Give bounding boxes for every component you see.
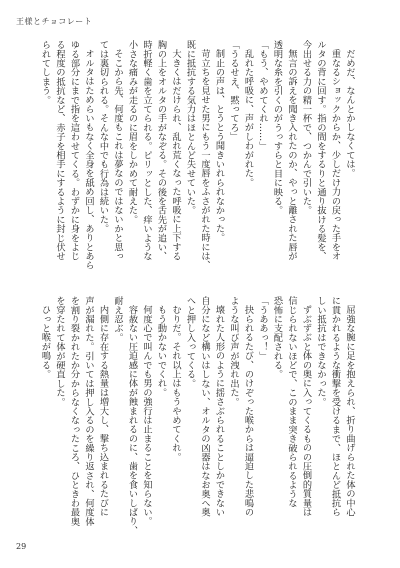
text-line: 容赦ない圧迫感に体が蝕まれるのに、歯を食いしばり、 (126, 305, 138, 536)
text-line: を穿たれて体が硬直した。 (54, 296, 65, 407)
dialogue-line: 「もう、やめてくれ……」 (257, 40, 268, 151)
text-line: 壊れた人形のように揺さぶられることしかできない (213, 305, 225, 517)
text-line: を割り裂かれたか分からなくなったころ、ひときわ最奥 (68, 296, 80, 526)
text-line: 内側に存在する熱量は増大し、撃ち込まれるたびに (97, 305, 109, 517)
dialogue-line: 「うああっ！」 (257, 296, 268, 361)
text-line: 恐怖に支配される。 (271, 296, 283, 379)
text-line: 何度心で叫んでも男の強行は止まることを知らない。 (141, 305, 152, 526)
text-line: 声が漏れた。引いては押し入るのを繰り返され、何度体 (83, 296, 94, 526)
text-line: 制止の声は、とうとう聞きいれられなかった。 (213, 49, 225, 243)
text-line: ゆる部分にまで指を這わせてくる。わずかに身をよじ (68, 40, 80, 261)
text-line: 苛立ちを見せた男にもう一度唇をふさがれた時には、 (199, 49, 210, 270)
text-line: ずぶずぶと体の奥に入ってくるものの圧倒的質量は (300, 305, 312, 517)
text-line: ひっと喉が鳴る。 (39, 305, 51, 379)
text-line: 信じられないほどで、このまま突き破られるような (286, 296, 297, 508)
text-line: 乱れた呼吸に、声がしわがれた。 (242, 49, 254, 188)
text-line: むりだ。それ以上はもうやめてくれ。 (170, 305, 181, 462)
text-line: しい抵抗はできなかった。 (315, 296, 326, 407)
text-line: 時折軽く歯を立てられる。ピリッとした、痒いような (141, 40, 152, 261)
text-line: そこから先、何度もこれは夢なのではないかと思っ (112, 49, 123, 261)
text-line: オルタはためらいもなく全身を舐め回し、ありとあら (83, 49, 94, 270)
text-line: 屈強な腕に足を抱えられ、折り曲げられた体の中心 (344, 305, 355, 517)
text-block-top (37, 40, 356, 270)
text-line: られてしまう。 (39, 40, 51, 105)
text-line: 胸の上をオルタの手がなぞる。その後を舌先が追い、 (155, 40, 167, 261)
text-line: 重なるショックからか、少しだけ力の戻った手をオ (329, 49, 341, 261)
text-line: ては裏切られる。そんな中でも行為は続いた。 (97, 40, 109, 234)
text-line: 無言の訴えを聞き入れたのか、やっと離された唇が (286, 49, 297, 261)
text-line: に貫かれるような衝撃を受けるまで、ほとんど抵抗ら (329, 296, 341, 517)
text-line: 今出せる力の精一杯で、つかんで引いた。 (300, 40, 312, 215)
running-title: 王様とチョコレート (16, 17, 93, 26)
text-line: 既に抵抗する気力はほとんど失せていた。 (184, 40, 196, 215)
text-line: 大きくはだけられ、乱れ荒くなった呼吸に上下する (170, 49, 181, 261)
dialogue-line: 「うるせえ、黙ってろ」 (228, 40, 239, 142)
text-line: る程度の抵抗など、赤子を相手にするように封じ伏せ (54, 40, 65, 261)
text-line: 抉られるたび、のけぞった喉からは逼迫した悲鳴の (242, 305, 254, 517)
text-block-bottom (37, 296, 356, 535)
text-line: 耐え忍ぶ。 (112, 296, 123, 342)
text-line: 小さな痛みが走るのに眉をしかめて耐えた。 (126, 40, 138, 224)
text-line: ような叫び声が洩れ出た。 (228, 296, 239, 407)
text-line: ルタの背に回す。指の間をするりと通り抜ける髪を、 (315, 40, 326, 261)
text-line: だめだ、なんとかしなくては。 (344, 49, 355, 178)
page-number: 29 (16, 542, 27, 551)
text-line: もう動かないでくれ。 (155, 305, 167, 398)
text-line: へと押し入ってくる。 (184, 296, 196, 388)
text-line: 透明な糸を引くのがうっすらと目に映る。 (271, 40, 283, 215)
text-line: 自分になど構いはしない、オルタの凶器はなお奥へ奥 (199, 296, 210, 517)
